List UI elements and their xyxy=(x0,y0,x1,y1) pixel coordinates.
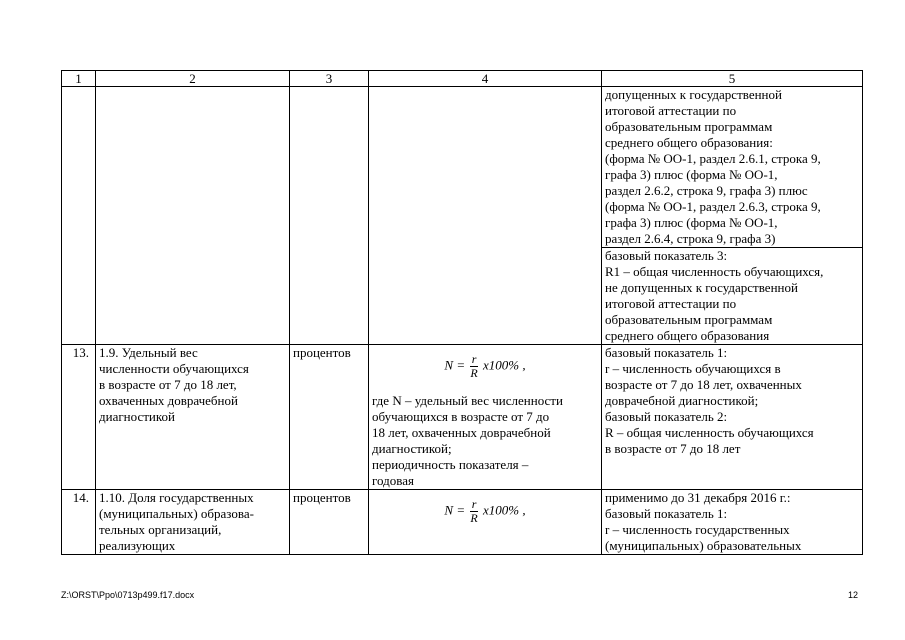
text-line: численности обучающихся xyxy=(99,361,249,376)
table-row-13 xyxy=(62,345,863,490)
row14-name xyxy=(96,490,290,555)
text-line: r – численность государственных xyxy=(605,522,790,537)
continuation-row-1 xyxy=(62,87,863,248)
text-line: (форма № ОО-1, раздел 2.6.1, строка 9, xyxy=(605,151,821,166)
row13-formula xyxy=(372,345,598,393)
text-line: не допущенных к государственной xyxy=(605,280,798,295)
text-line: R1 – общая численность обучающихся, xyxy=(605,264,824,279)
data-table xyxy=(61,70,863,555)
formula-rhs: x100% , xyxy=(482,357,526,373)
formula-rhs: x100% , xyxy=(482,502,526,518)
text-line: охваченных доврачебной xyxy=(99,393,238,408)
cont-cell-col5-part1 xyxy=(602,87,863,248)
text-line: образовательным программам xyxy=(605,312,773,327)
formula-lhs: N = xyxy=(444,357,466,373)
cont-cell-col5-part2 xyxy=(602,248,863,345)
header-cell-1: 1 xyxy=(62,71,96,87)
row14-formula xyxy=(372,490,598,538)
text-line: в возрасте от 7 до 18 лет, xyxy=(99,377,237,392)
row13-unit: процентов xyxy=(290,345,369,490)
header-cell-3: 3 xyxy=(290,71,369,87)
text-line: базовый показатель 1: xyxy=(605,345,728,360)
text-line: доврачебной диагностикой; xyxy=(605,393,759,408)
row14-formula-cell xyxy=(369,490,602,555)
text-line: возрасте от 7 до 18 лет, охваченных xyxy=(605,377,802,392)
text-line: образовательным программам xyxy=(605,119,773,134)
text-line: 1.10. Доля государственных xyxy=(99,490,254,505)
footer-page-number: 12 xyxy=(848,590,859,600)
header-cell-2: 2 xyxy=(96,71,290,87)
text-line: 18 лет, охваченных доврачебной xyxy=(372,425,551,440)
text-line: 1.9. Удельный вес xyxy=(99,345,198,360)
formula-fraction xyxy=(470,498,477,525)
footer-file-path: Z:\ORST\Ppo\0713p499.f17.docx xyxy=(61,590,195,600)
row13-description xyxy=(372,393,598,489)
text-line: применимо до 31 декабря 2016 г.: xyxy=(605,490,791,505)
text-line: диагностикой xyxy=(99,409,175,424)
formula-fraction xyxy=(470,353,477,380)
text-line: где N – удельный вес численности xyxy=(372,393,563,408)
text-line: графа 3) плюс (форма № ОО-1, xyxy=(605,167,778,182)
text-line: базовый показатель 2: xyxy=(605,409,728,424)
text-line: графа 3) плюс (форма № ОО-1, xyxy=(605,215,778,230)
text-line: (муниципальных) образовательных xyxy=(605,538,802,553)
cont-cell-name xyxy=(96,87,290,345)
text-line: раздел 2.6.2, строка 9, графа 3) плюс xyxy=(605,183,808,198)
text-line: тельных организаций, xyxy=(99,522,222,537)
text-line: базовый показатель 1: xyxy=(605,506,728,521)
formula-numerator: r xyxy=(471,497,477,511)
row14-col5 xyxy=(602,490,863,555)
text-line: базовый показатель 3: xyxy=(605,248,728,263)
table-row-14 xyxy=(62,490,863,555)
text-line: r – численность обучающихся в xyxy=(605,361,781,376)
row13-formula-cell xyxy=(369,345,602,490)
formula-lhs: N = xyxy=(444,502,466,518)
cont-cell-unit xyxy=(290,87,369,345)
formula-denominator: R xyxy=(470,511,478,525)
text-line: итоговой аттестации по xyxy=(605,103,737,118)
text-line: периодичность показателя – xyxy=(372,457,529,472)
text-line: R – общая численность обучающихся xyxy=(605,425,814,440)
cont-cell-formula xyxy=(369,87,602,345)
text-line: раздел 2.6.4, строка 9, графа 3) xyxy=(605,231,776,246)
cont-cell-num xyxy=(62,87,96,345)
header-row xyxy=(62,71,863,87)
formula-numerator: r xyxy=(471,352,477,366)
text-line: среднего общего образования: xyxy=(605,135,773,150)
text-line: среднего общего образования xyxy=(605,328,770,343)
text-line: (форма № ОО-1, раздел 2.6.3, строка 9, xyxy=(605,199,821,214)
row14-num: 14. xyxy=(62,490,96,555)
text-line: итоговой аттестации по xyxy=(605,296,737,311)
formula-denominator: R xyxy=(470,366,478,380)
text-line: диагностикой; xyxy=(372,441,452,456)
text-line: реализующих xyxy=(99,538,176,553)
row13-num: 13. xyxy=(62,345,96,490)
text-line: (муниципальных) образова- xyxy=(99,506,254,521)
row14-unit: процентов xyxy=(290,490,369,555)
header-cell-5: 5 xyxy=(602,71,863,87)
text-line: годовая xyxy=(372,473,414,488)
header-cell-4: 4 xyxy=(369,71,602,87)
text-line: в возрасте от 7 до 18 лет xyxy=(605,441,741,456)
row13-col5 xyxy=(602,345,863,490)
text-line: допущенных к государственной xyxy=(605,87,782,102)
row13-name xyxy=(96,345,290,490)
text-line: обучающихся в возрасте от 7 до xyxy=(372,409,550,424)
